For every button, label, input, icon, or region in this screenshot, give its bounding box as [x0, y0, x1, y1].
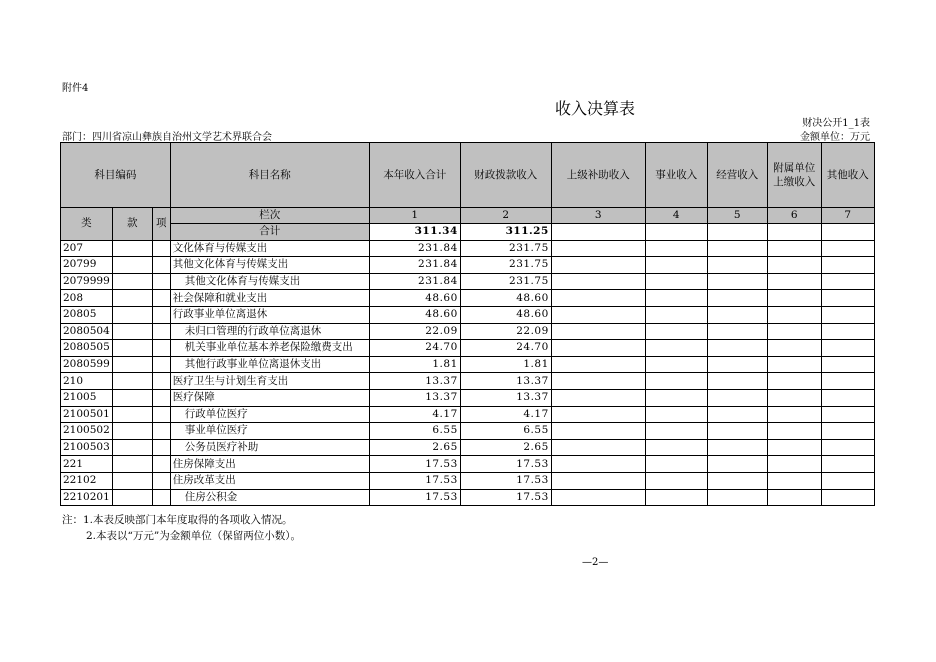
row-code: 207 [61, 240, 113, 257]
row-code: 21005 [61, 389, 113, 406]
empty-cell [707, 306, 767, 323]
income-table [60, 142, 875, 506]
empty-cell [767, 472, 821, 489]
table-row [61, 439, 875, 456]
table-row [61, 406, 875, 423]
header-operating: 经营收入 [707, 143, 767, 208]
empty-cell [821, 306, 874, 323]
header-lanci: 栏次 [170, 208, 369, 224]
header-fiscal: 财政拨款收入 [460, 143, 551, 208]
empty-cell [152, 389, 170, 406]
empty-cell [821, 240, 874, 257]
empty-cell [821, 273, 874, 290]
row-fiscal: 13.37 [460, 373, 551, 390]
header-superior: 上级补助收入 [551, 143, 645, 208]
empty-cell [645, 323, 707, 340]
empty-cell [707, 472, 767, 489]
table-row [61, 373, 875, 390]
header-name: 科目名称 [170, 143, 369, 208]
table-row [61, 257, 875, 274]
empty-cell [707, 257, 767, 274]
empty-cell [821, 323, 874, 340]
table-row [61, 240, 875, 257]
note-2: 2.本表以“万元”为金额单位（保留两位小数）。 [86, 530, 302, 542]
empty-cell [551, 273, 645, 290]
empty-cell [821, 389, 874, 406]
empty-cell [112, 389, 152, 406]
empty-cell [645, 356, 707, 373]
empty-cell [645, 389, 707, 406]
row-name: 行政单位医疗 [170, 406, 369, 423]
empty-cell [112, 439, 152, 456]
empty-cell [551, 472, 645, 489]
empty-cell [821, 456, 874, 473]
empty-cell [152, 489, 170, 506]
row-name: 公务员医疗补助 [170, 439, 369, 456]
row-total: 231.84 [369, 257, 460, 274]
header-affiliated: 附属单位上缴收入 [767, 143, 821, 208]
total-row [61, 224, 875, 241]
empty-cell [767, 240, 821, 257]
empty-cell [707, 389, 767, 406]
empty-cell [707, 323, 767, 340]
column-number-row [61, 208, 875, 224]
empty-cell [767, 423, 821, 440]
table-row [61, 356, 875, 373]
empty-cell [152, 340, 170, 357]
row-name: 其他文化体育与传媒支出 [170, 273, 369, 290]
empty-cell [645, 257, 707, 274]
empty-cell [112, 306, 152, 323]
empty-cell [152, 423, 170, 440]
empty-cell [707, 439, 767, 456]
row-name: 其他文化体育与传媒支出 [170, 257, 369, 274]
header-business: 事业收入 [645, 143, 707, 208]
empty-cell [152, 356, 170, 373]
empty-cell [551, 323, 645, 340]
page-number: —2— [582, 557, 609, 568]
row-fiscal: 231.75 [460, 240, 551, 257]
empty-cell [767, 290, 821, 307]
table-body [61, 240, 875, 506]
row-total: 231.84 [369, 240, 460, 257]
empty-cell [112, 456, 152, 473]
empty-cell [707, 373, 767, 390]
empty-cell [767, 406, 821, 423]
row-fiscal: 2.65 [460, 439, 551, 456]
empty-cell [767, 273, 821, 290]
row-fiscal: 231.75 [460, 273, 551, 290]
empty-cell [707, 423, 767, 440]
empty-cell [112, 273, 152, 290]
row-total: 17.53 [369, 456, 460, 473]
empty-cell [551, 439, 645, 456]
table-row [61, 456, 875, 473]
col-no-3: 3 [551, 208, 645, 224]
table-row [61, 389, 875, 406]
row-total: 17.53 [369, 472, 460, 489]
empty-cell [767, 356, 821, 373]
table-row [61, 323, 875, 340]
empty-cell [152, 373, 170, 390]
row-code: 2100501 [61, 406, 113, 423]
empty-cell [767, 439, 821, 456]
row-code: 2100502 [61, 423, 113, 440]
row-fiscal: 1.81 [460, 356, 551, 373]
empty-cell [551, 257, 645, 274]
total-fiscal: 311.25 [460, 224, 551, 241]
empty-cell [152, 257, 170, 274]
empty-cell [152, 406, 170, 423]
row-name: 机关事业单位基本养老保险缴费支出 [170, 340, 369, 357]
empty-cell [152, 439, 170, 456]
table-header-row [61, 143, 875, 208]
empty-cell [821, 489, 874, 506]
empty-cell [645, 273, 707, 290]
empty-cell [551, 373, 645, 390]
amount-unit: 金额单位：万元 [800, 132, 870, 143]
empty-cell [112, 356, 152, 373]
row-fiscal: 17.53 [460, 456, 551, 473]
empty-cell [821, 290, 874, 307]
empty-cell [707, 273, 767, 290]
empty-cell [152, 456, 170, 473]
row-total: 22.09 [369, 323, 460, 340]
row-fiscal: 6.55 [460, 423, 551, 440]
row-code: 208 [61, 290, 113, 307]
row-name: 未归口管理的行政单位离退休 [170, 323, 369, 340]
empty-cell [767, 224, 821, 241]
empty-cell [551, 340, 645, 357]
row-fiscal: 13.37 [460, 389, 551, 406]
row-name: 文化体育与传媒支出 [170, 240, 369, 257]
empty-cell [112, 423, 152, 440]
form-number: 财决公开1_1表 [802, 118, 870, 129]
empty-cell [821, 439, 874, 456]
empty-cell [767, 323, 821, 340]
header-lei: 类 [61, 208, 113, 241]
empty-cell [645, 439, 707, 456]
empty-cell [152, 273, 170, 290]
empty-cell [645, 456, 707, 473]
col-no-2: 2 [460, 208, 551, 224]
table-row [61, 423, 875, 440]
row-total: 48.60 [369, 306, 460, 323]
empty-cell [767, 489, 821, 506]
empty-cell [152, 472, 170, 489]
empty-cell [821, 257, 874, 274]
row-name: 住房改革支出 [170, 472, 369, 489]
col-no-5: 5 [707, 208, 767, 224]
empty-cell [707, 224, 767, 241]
empty-cell [707, 406, 767, 423]
row-total: 1.81 [369, 356, 460, 373]
empty-cell [767, 306, 821, 323]
empty-cell [645, 406, 707, 423]
row-total: 13.37 [369, 373, 460, 390]
empty-cell [821, 373, 874, 390]
empty-cell [821, 356, 874, 373]
row-fiscal: 231.75 [460, 257, 551, 274]
row-total: 48.60 [369, 290, 460, 307]
table-row [61, 306, 875, 323]
empty-cell [821, 472, 874, 489]
empty-cell [767, 340, 821, 357]
empty-cell [152, 306, 170, 323]
row-fiscal: 48.60 [460, 290, 551, 307]
row-name: 其他行政事业单位离退休支出 [170, 356, 369, 373]
col-no-6: 6 [767, 208, 821, 224]
row-name: 行政事业单位离退休 [170, 306, 369, 323]
empty-cell [645, 373, 707, 390]
row-total: 17.53 [369, 489, 460, 506]
table-row [61, 273, 875, 290]
empty-cell [821, 340, 874, 357]
header-other: 其他收入 [821, 143, 874, 208]
table-row [61, 290, 875, 307]
header-xiang: 项 [152, 208, 170, 241]
empty-cell [551, 224, 645, 241]
attachment-label: 附件4 [62, 83, 89, 94]
row-code: 20799 [61, 257, 113, 274]
row-fiscal: 24.70 [460, 340, 551, 357]
row-total: 6.55 [369, 423, 460, 440]
empty-cell [645, 290, 707, 307]
empty-cell [767, 373, 821, 390]
note-1: 注：1.本表反映部门本年度取得的各项收入情况。 [62, 514, 293, 526]
empty-cell [152, 240, 170, 257]
empty-cell [821, 423, 874, 440]
row-total: 4.17 [369, 406, 460, 423]
header-code: 科目编码 [61, 143, 171, 208]
row-code: 2080504 [61, 323, 113, 340]
row-code: 22102 [61, 472, 113, 489]
row-fiscal: 48.60 [460, 306, 551, 323]
empty-cell [112, 323, 152, 340]
empty-cell [112, 290, 152, 307]
row-code: 221 [61, 456, 113, 473]
col-no-4: 4 [645, 208, 707, 224]
page-title: 收入决算表 [555, 99, 636, 118]
row-name: 医疗卫生与计划生育支出 [170, 373, 369, 390]
table-row [61, 472, 875, 489]
row-fiscal: 22.09 [460, 323, 551, 340]
col-no-7: 7 [821, 208, 874, 224]
empty-cell [645, 489, 707, 506]
empty-cell [645, 340, 707, 357]
row-code: 2210201 [61, 489, 113, 506]
empty-cell [551, 290, 645, 307]
empty-cell [551, 356, 645, 373]
empty-cell [152, 323, 170, 340]
empty-cell [551, 240, 645, 257]
row-code: 2080599 [61, 356, 113, 373]
empty-cell [645, 423, 707, 440]
empty-cell [645, 224, 707, 241]
row-code: 2100503 [61, 439, 113, 456]
row-total: 13.37 [369, 389, 460, 406]
row-code: 2080505 [61, 340, 113, 357]
empty-cell [112, 489, 152, 506]
empty-cell [707, 240, 767, 257]
row-total: 2.65 [369, 439, 460, 456]
row-name: 事业单位医疗 [170, 423, 369, 440]
empty-cell [551, 456, 645, 473]
empty-cell [707, 356, 767, 373]
empty-cell [551, 406, 645, 423]
empty-cell [767, 257, 821, 274]
row-code: 210 [61, 373, 113, 390]
row-name: 社会保障和就业支出 [170, 290, 369, 307]
table-row [61, 489, 875, 506]
empty-cell [152, 290, 170, 307]
row-name: 医疗保障 [170, 389, 369, 406]
row-total: 24.70 [369, 340, 460, 357]
empty-cell [645, 240, 707, 257]
empty-cell [707, 340, 767, 357]
row-code: 2079999 [61, 273, 113, 290]
empty-cell [821, 406, 874, 423]
empty-cell [767, 456, 821, 473]
total-label: 合计 [170, 224, 369, 241]
empty-cell [112, 240, 152, 257]
row-name: 住房公积金 [170, 489, 369, 506]
header-total: 本年收入合计 [369, 143, 460, 208]
empty-cell [112, 340, 152, 357]
table-row [61, 340, 875, 357]
empty-cell [112, 472, 152, 489]
row-total: 231.84 [369, 273, 460, 290]
empty-cell [821, 224, 874, 241]
empty-cell [707, 290, 767, 307]
empty-cell [112, 406, 152, 423]
row-name: 住房保障支出 [170, 456, 369, 473]
empty-cell [767, 389, 821, 406]
department-name: 部门：四川省凉山彝族自治州文学艺术界联合会 [62, 132, 272, 143]
row-fiscal: 17.53 [460, 489, 551, 506]
empty-cell [645, 472, 707, 489]
empty-cell [551, 306, 645, 323]
empty-cell [707, 456, 767, 473]
empty-cell [112, 257, 152, 274]
empty-cell [707, 489, 767, 506]
header-kuan: 款 [112, 208, 152, 241]
empty-cell [551, 389, 645, 406]
empty-cell [112, 373, 152, 390]
row-fiscal: 4.17 [460, 406, 551, 423]
row-code: 20805 [61, 306, 113, 323]
col-no-1: 1 [369, 208, 460, 224]
empty-cell [551, 423, 645, 440]
row-fiscal: 17.53 [460, 472, 551, 489]
empty-cell [551, 489, 645, 506]
total-amount: 311.34 [369, 224, 460, 241]
empty-cell [645, 306, 707, 323]
